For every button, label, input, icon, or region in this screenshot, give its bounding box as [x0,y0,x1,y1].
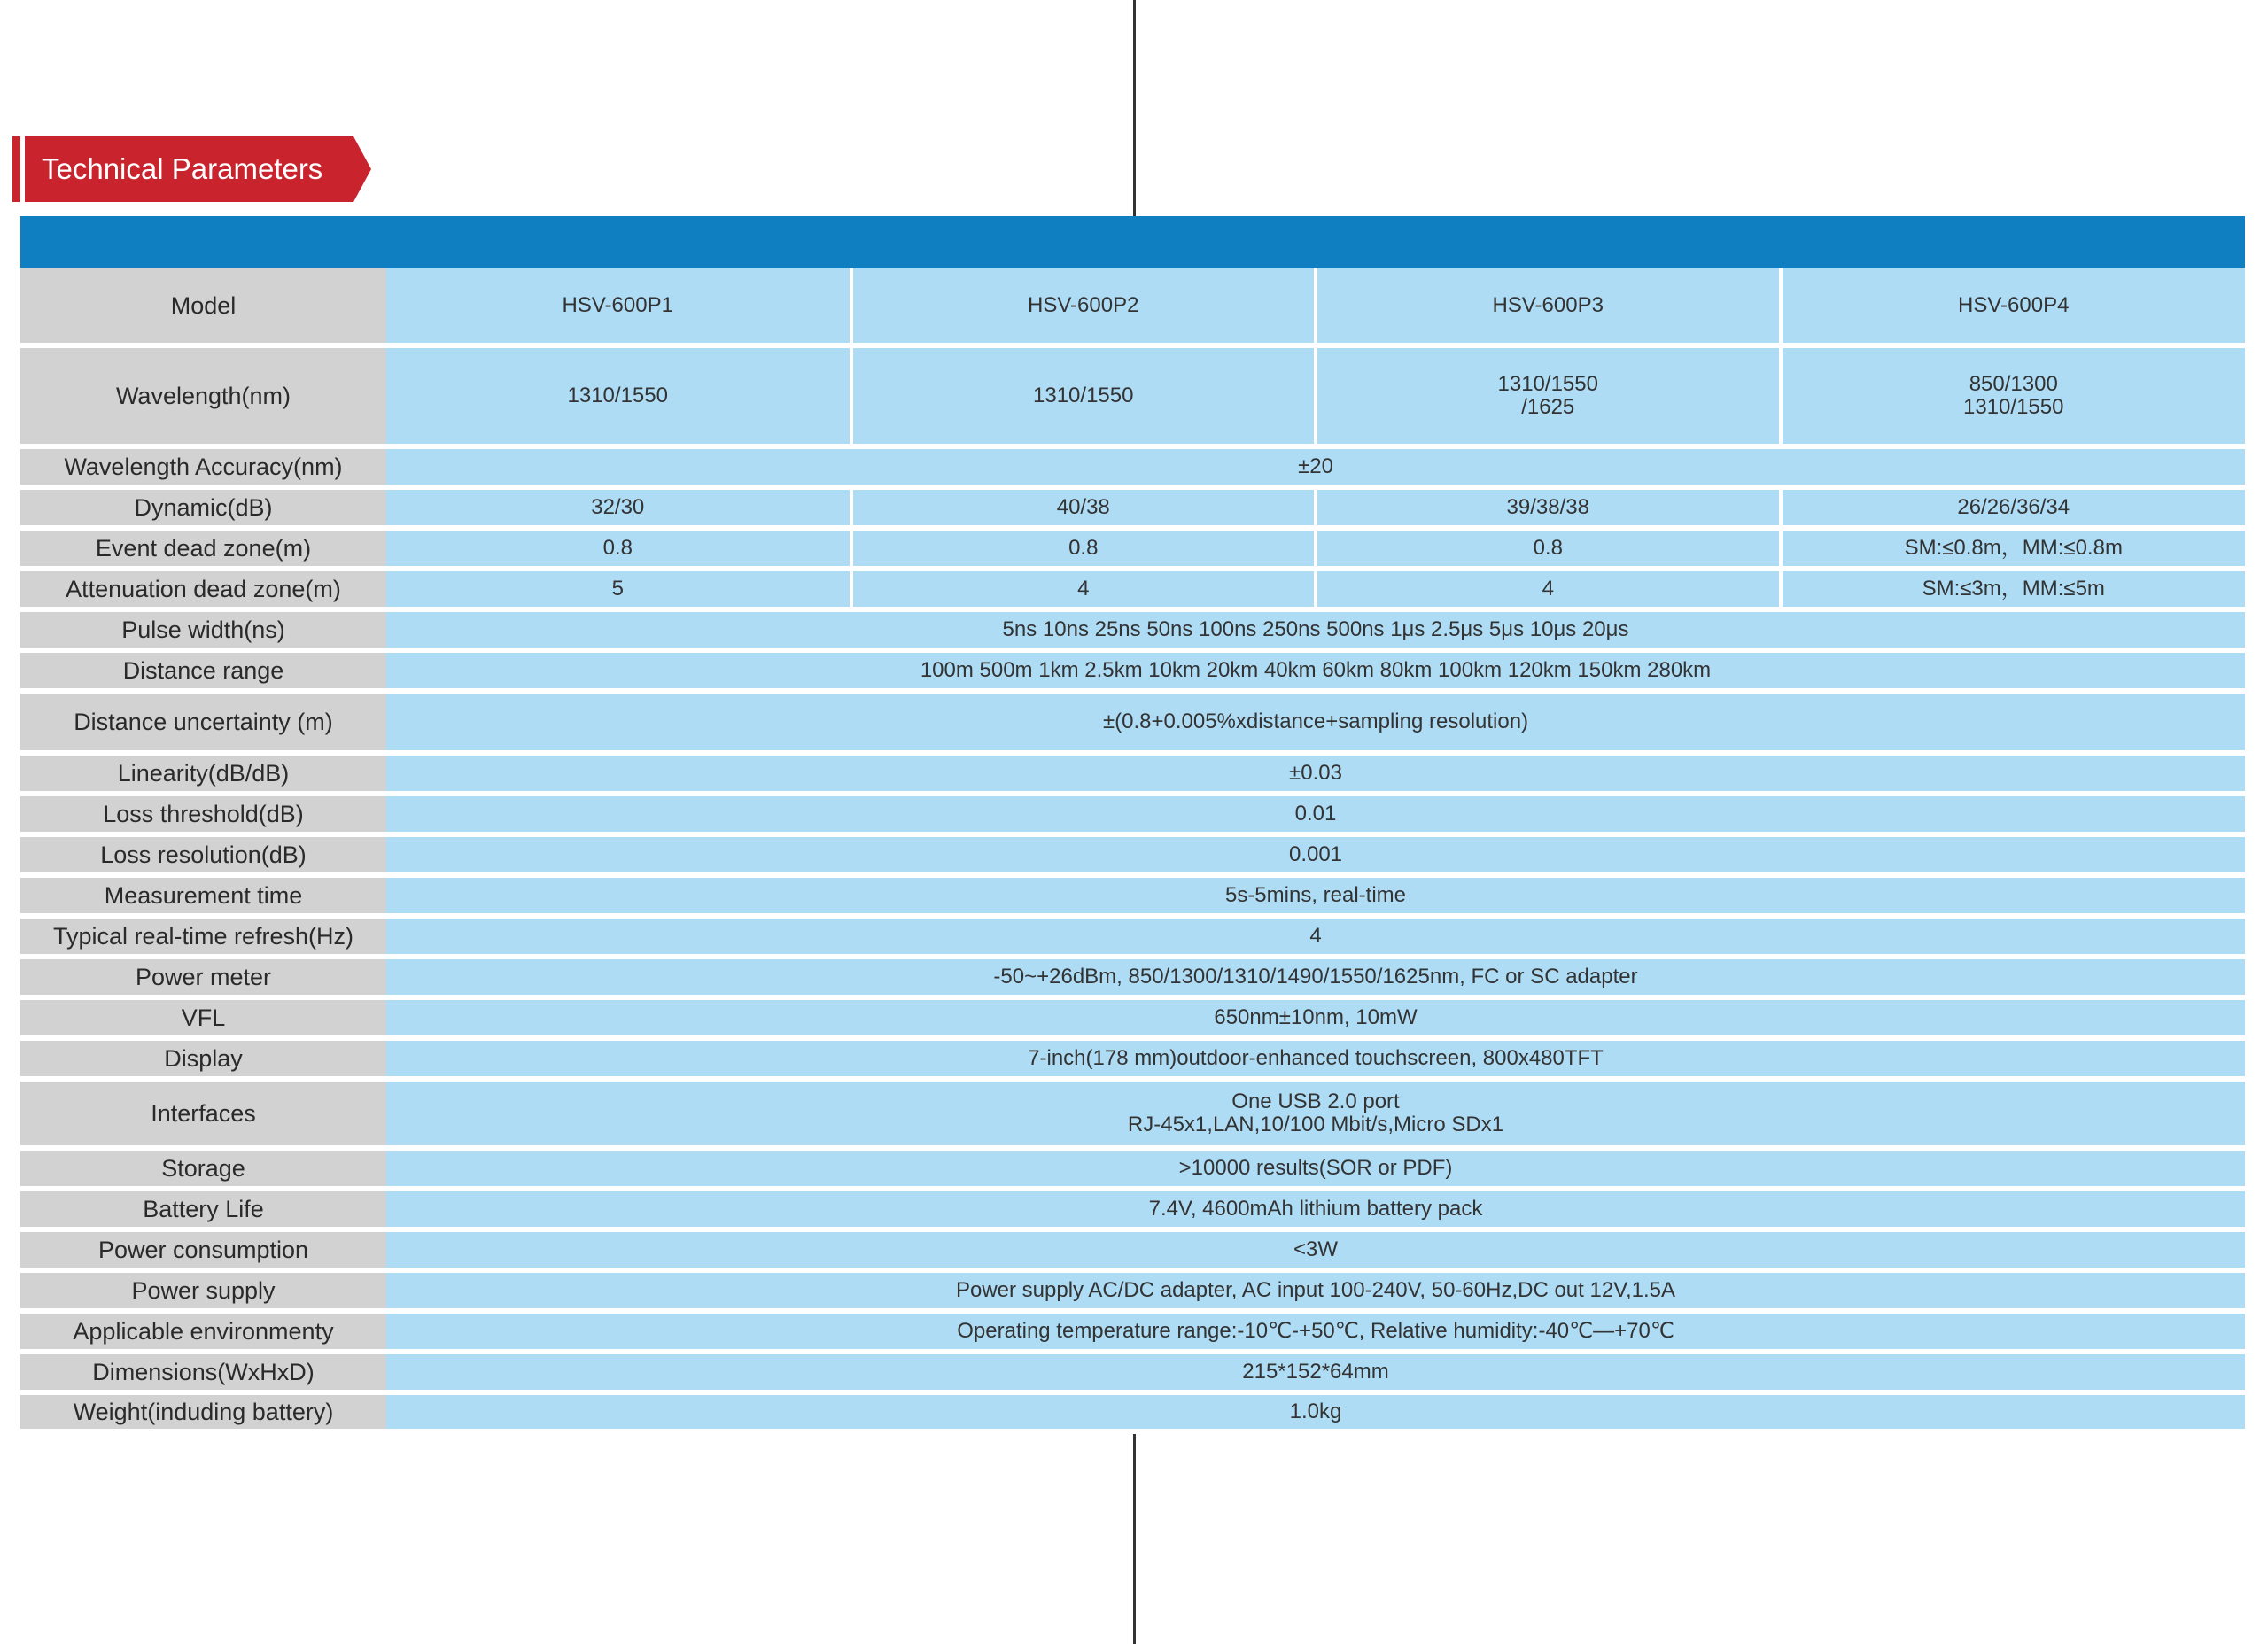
table-row [20,1148,2245,1189]
row-label: Pulse width(ns) [20,609,386,650]
table-row [20,1352,2245,1392]
table-row [20,957,2245,997]
row-label: Distance range [20,650,386,691]
value-cell: 4 [851,569,1317,609]
table-row [20,753,2245,794]
table-row [20,1189,2245,1229]
table-row [20,834,2245,875]
value-cell: SM:≤3m，MM:≤5m [1781,569,2246,609]
row-label: Power meter [20,957,386,997]
value-cell: >10000 results(SOR or PDF) [386,1148,2245,1189]
section-title: Technical Parameters [42,152,323,185]
value-cell: 7-inch(178 mm)outdoor-enhanced touchscreen, 800x480TFT [386,1038,2245,1079]
row-label: Weight(induding battery) [20,1392,386,1431]
row-label: Wavelength(nm) [20,345,386,446]
row-label: Loss resolution(dB) [20,834,386,875]
table-row [20,345,2245,446]
value-cell: 850/1300 1310/1550 [1781,345,2246,446]
table-row [20,1229,2245,1270]
row-label: Applicable environmenty [20,1311,386,1352]
table-row [20,916,2245,957]
value-cell: 32/30 [386,487,851,528]
table-row [20,446,2245,487]
table-row [20,1079,2245,1148]
table-row [20,794,2245,834]
table-row [20,1038,2245,1079]
row-label: VFL [20,997,386,1038]
row-label: Typical real-time refresh(Hz) [20,916,386,957]
table-row [20,528,2245,569]
row-label: Distance uncertainty (m) [20,691,386,753]
value-cell: 0.8 [1316,528,1781,569]
row-label: Measurement time [20,875,386,916]
row-label: Loss threshold(dB) [20,794,386,834]
table-row [20,1392,2245,1431]
model-cell: HSV-600P4 [1781,268,2246,345]
row-label: Event dead zone(m) [20,528,386,569]
row-label: Interfaces [20,1079,386,1148]
table-row [20,650,2245,691]
value-cell: One USB 2.0 port RJ-45x1,LAN,10/100 Mbit/s,Micro SDx1 [386,1079,2245,1148]
value-cell: 0.8 [386,528,851,569]
value-cell: 5 [386,569,851,609]
value-cell: 5s-5mins, real-time [386,875,2245,916]
row-label: Storage [20,1148,386,1189]
value-cell: 215*152*64mm [386,1352,2245,1392]
table-row [20,997,2245,1038]
value-cell: <3W [386,1229,2245,1270]
model-cell: HSV-600P3 [1316,268,1781,345]
row-label: Attenuation dead zone(m) [20,569,386,609]
value-cell: 4 [1316,569,1781,609]
value-cell: 1.0kg [386,1392,2245,1431]
table-row [20,268,2245,345]
value-cell: 5ns 10ns 25ns 50ns 100ns 250ns 500ns 1μs 2.5μs 5μs 10μs 20μs [386,609,2245,650]
value-cell: 7.4V, 4600mAh lithium battery pack [386,1189,2245,1229]
value-cell: 39/38/38 [1316,487,1781,528]
value-cell: 1310/1550 [851,345,1317,446]
spec-table [20,268,2245,1434]
value-cell: Power supply AC/DC adapter, AC input 100-240V, 50-60Hz,DC out 12V,1.5A [386,1270,2245,1311]
table-row [20,1270,2245,1311]
value-cell: 0.001 [386,834,2245,875]
value-cell: 4 [386,916,2245,957]
value-cell: ±20 [386,446,2245,487]
value-cell: 650nm±10nm, 10mW [386,997,2245,1038]
table-row [20,487,2245,528]
value-cell: 40/38 [851,487,1317,528]
section-banner [12,136,371,202]
value-cell: 0.01 [386,794,2245,834]
value-cell: -50~+26dBm, 850/1300/1310/1490/1550/1625nm, FC or SC adapter [386,957,2245,997]
value-cell: 0.8 [851,528,1317,569]
row-label: Power consumption [20,1229,386,1270]
value-cell: 26/26/36/34 [1781,487,2246,528]
row-label: Model [20,268,386,345]
value-cell: SM:≤0.8m，MM:≤0.8m [1781,528,2246,569]
value-cell: Operating temperature range:-10℃-+50℃, Relative humidity:-40℃—+70℃ [386,1311,2245,1352]
model-cell: HSV-600P2 [851,268,1317,345]
value-cell: 1310/1550 [386,345,851,446]
value-cell: 100m 500m 1km 2.5km 10km 20km 40km 60km 80km 100km 120km 150km 280km [386,650,2245,691]
model-cell: HSV-600P1 [386,268,851,345]
table-row [20,569,2245,609]
table-row [20,875,2245,916]
table-row [20,1311,2245,1352]
table-row [20,691,2245,753]
row-label: Linearity(dB/dB) [20,753,386,794]
value-cell: ±(0.8+0.005%xdistance+sampling resolution) [386,691,2245,753]
row-label: Battery Life [20,1189,386,1229]
row-label: Dynamic(dB) [20,487,386,528]
row-label: Wavelength Accuracy(nm) [20,446,386,487]
row-label: Display [20,1038,386,1079]
value-cell: 1310/1550 /1625 [1316,345,1781,446]
row-label: Dimensions(WxHxD) [20,1352,386,1392]
value-cell: ±0.03 [386,753,2245,794]
table-row [20,609,2245,650]
table-header-bar [20,216,2245,268]
row-label: Power supply [20,1270,386,1311]
